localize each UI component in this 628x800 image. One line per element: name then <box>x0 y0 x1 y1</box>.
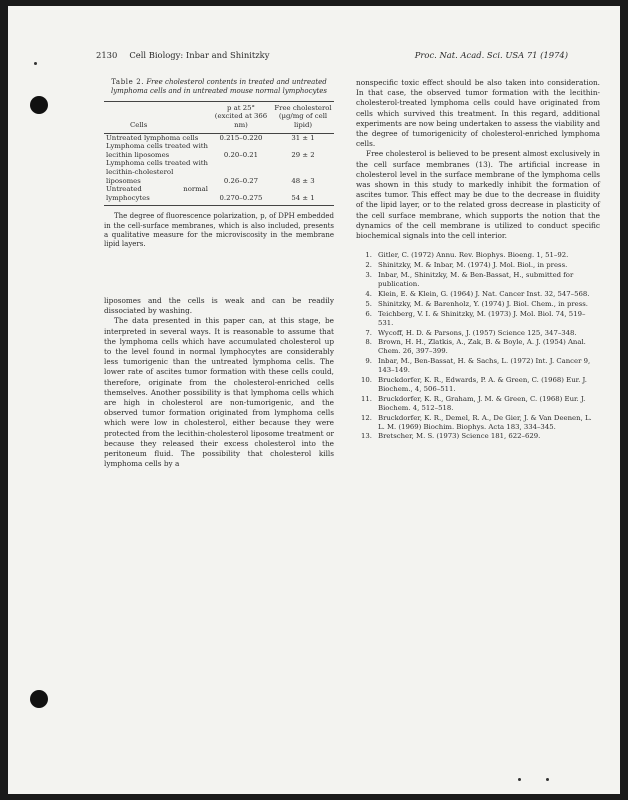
journal-citation: Proc. Nat. Acad. Sci. USA 71 (1974) <box>414 50 568 60</box>
reference-item: 12. Bruckdorfer, K. R., Demel, R. A., De Gier, J. & Van Deenen, L. L. M. (1969) Biochim. Biophys. Acta 183, 334–345. <box>361 413 592 431</box>
running-title: Cell Biology: Inbar and Shinitzky <box>129 50 270 60</box>
col-header-p: p at 25° (excited at 366 nm) <box>210 101 272 133</box>
reference-item: 6. Teichberg, V. I. & Shinitzky, M. (1973) J. Mol. Biol. 74, 519–531. <box>365 309 586 327</box>
reference-list <box>356 251 600 441</box>
scan-speck <box>34 62 37 65</box>
table-row: Lymphoma cells treated with lecithin liposomes 0.20–0.21 29 ± 2 <box>106 142 315 159</box>
reference-item: 1. Gitler, C. (1972) Annu. Rev. Biophys. Bioeng. 1, 51–92. <box>365 251 569 260</box>
left-body-text <box>104 296 334 469</box>
body-paragraph: The data presented in this paper can, at this stage, be interpreted in several ways. It is reasonable to assume that the lymphoma cells which have accumulated cholesterol up to the level found in normal lymphocytes are considerably less tumorigenic than the untreated lymphoma cells. The lower rate of ascites tumor formation with these cells could, therefore, originate from the cholesterol-enriched cells themselves. Another possibility is that lymphoma cells which are high in cholesterol are non-tumorigenic, and the observed tumor formation originated from lymphoma cells which were low in cholesterol, either because they were protected from the lecithin-cholesterol liposome treatment or because they released their excess cholesterol into the peritoneum fluid. The possibility that cholesterol kills lymphoma cells by a <box>104 316 334 469</box>
reference-item: 11. Bruckdorfer, K. R., Graham, J. M. & Green, C. (1968) Eur. J. Biochem. 4, 512–518. <box>361 394 586 412</box>
table-footnote: The degree of fluorescence polarization, p, of DPH embedded in the cell-surface membranes, which is also included, presents a qualitative measure for the microviscosity in the membrane lipid layers. <box>104 212 334 249</box>
table-caption-text: Free cholesterol contents in treated and untreated lymphoma cells and in untreated mouse normal lymphocytes <box>110 78 328 96</box>
reference-item: 5. Shinitzky, M. & Barenholz, Y. (1974) J. Biol. Chem., in press. <box>365 299 588 308</box>
punch-hole <box>30 96 48 114</box>
reference-item: 4. Klein, E. & Klein, G. (1964) J. Nat. Cancer Inst. 32, 547–568. <box>365 289 590 298</box>
table-caption <box>104 78 334 97</box>
reference-item: 2. Shinitzky, M. & Inbar, M. (1974) J. Mol. Biol., in press. <box>365 261 568 270</box>
scan-speck <box>546 778 549 781</box>
table-bottom-rule <box>104 205 334 206</box>
right-column <box>356 78 600 442</box>
page-number: 2130 <box>96 50 118 60</box>
reference-item: 9. Inbar, M., Ben-Bassat, H. & Sachs, L. (1972) Int. J. Cancer 9, 143–149. <box>365 357 591 375</box>
col-header-cholesterol: Free cholesterol (µg/mg of cell lipid) <box>272 101 334 133</box>
reference-item: 8. Brown, H. H., Zlatkis, A., Zak, B. & Boyle, A. J. (1954) Anal. Chem. 26, 397–399. <box>365 338 586 356</box>
table-row: Untreated lymphoma cells 0.215–0.220 31 ± 1 <box>104 133 334 142</box>
cholesterol-table <box>104 101 334 203</box>
body-paragraph: nonspecific toxic effect should be also taken into consideration. In that case, the observed tumor formation with the lecithin-cholesterol-treated lymphoma cells could have originated from cells which survived this treatment. In this regard, additional experiments are now being undertaken to assess the viability and the degree of tumorigenicity of cholesterol-enriched lymphoma cells. <box>356 78 600 149</box>
reference-item: 10. Bruckdorfer, K. R., Edwards, P. A. & Green, C. (1968) Eur. J. Biochem., 4, 506–511. <box>361 376 587 393</box>
col-header-cells: Cells <box>104 101 210 133</box>
left-column <box>104 78 334 250</box>
paper-page <box>8 6 620 794</box>
punch-hole <box>30 690 48 708</box>
table-row: Untreated normal lymphocytes 0.270–0.275 54 ± 1 <box>106 185 315 202</box>
table-row: Lymphoma cells treated with lecithin-cholesterol liposomes 0.26–0.27 48 ± 3 <box>106 159 315 185</box>
scan-speck <box>518 778 521 781</box>
table-label: Table 2. <box>111 78 145 86</box>
reference-item: 13. Bretscher, M. S. (1973) Science 181, 622–629. <box>361 432 541 441</box>
running-header <box>96 50 568 64</box>
reference-item: 7. Wycoff, H. D. & Parsons, J. (1957) Science 125, 347–348. <box>365 328 577 337</box>
body-paragraph: liposomes and the cells is weak and can be readily dissociated by washing. <box>104 296 334 316</box>
body-paragraph: Free cholesterol is believed to be present almost exclusively in the cell surface membranes (13). The artificial increase in cholesterol level in the surface membrane of the lymphoma cells was shown in this study to markedly inhibit the formation of ascites tumor. This effect may be due to the decrease in fluidity of the lipid layer, or to the related gross decrease in plasticity of the cell surface membrane, which supports the notion that the dynamics of the cell membrane is utilized to conduct specific biochemical signals into the cell interior. <box>356 149 600 241</box>
reference-item: 3. Inbar, M., Shinitzky, M. & Ben-Bassat, H., submitted for publication. <box>365 271 574 288</box>
